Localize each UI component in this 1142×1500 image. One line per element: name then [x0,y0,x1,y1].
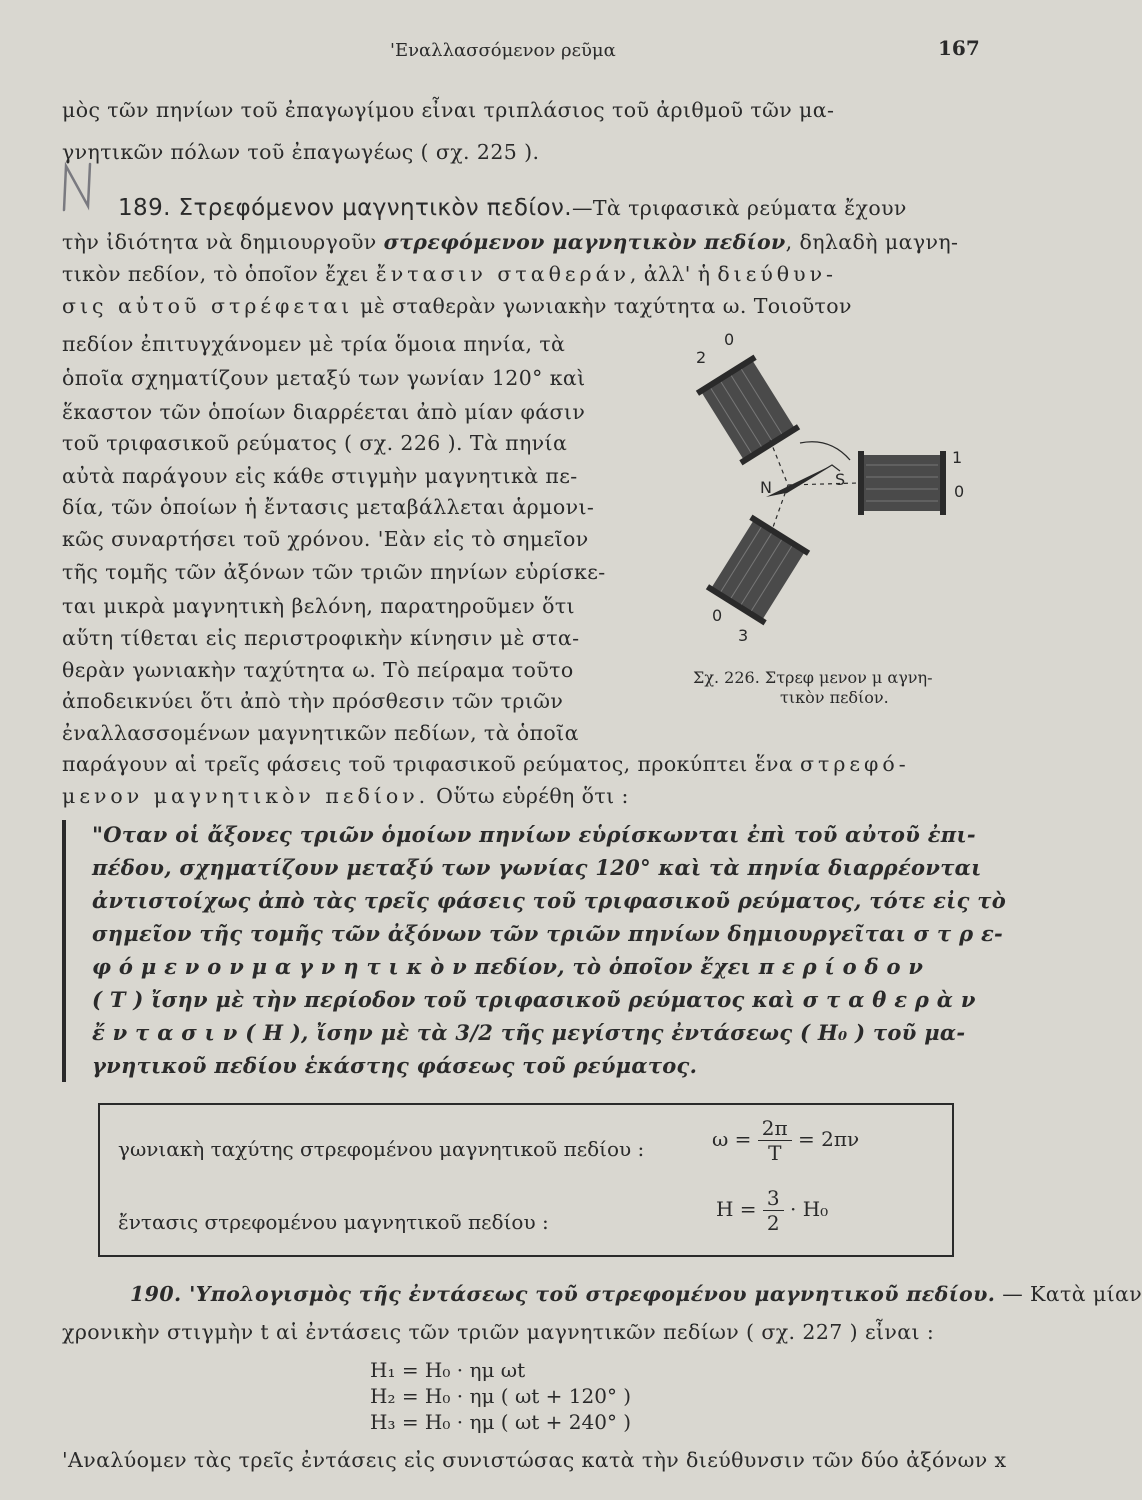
law-margin-rule [62,820,66,1082]
figure-caption-line-2: τικὸν πεδίον. [780,688,889,707]
law-line: φ ό μ ε ν ο ν μ α γ ν η τ ι κ ὸ ν πεδίον, τὸ ὁποῖον ἔχει π ε ρ ί ο δ ο ν [92,954,924,979]
figure-label-right-0: 0 [954,482,965,501]
wrap-line: ὁποῖα σχηματίζουν μεταξύ των γωνίαν 120° καὶ [62,366,586,390]
wrap-line: ται μικρὰ μαγνητικὴ βελόνη, παρατηροῦμεν ὅτι [62,594,575,618]
page-number: 167 [938,36,980,60]
figure-label-right-1: 1 [952,448,963,467]
law-line: γνητικοῦ πεδίου ἑκάστης φάσεως τοῦ ρεύματος. [92,1053,698,1078]
section-189-line: σις αὐτοῦ στρέφεται μὲ σταθερὰν γωνιακὴν ταχύτητα ω. Τοιοῦτον [62,294,852,318]
equation-h3: H₃ = H₀ · ημ ( ωt + 240° ) [370,1410,632,1434]
fraction: $\frac{2\pi}{T}$ [758,1116,792,1165]
section-189-first-line: 189. Στρεφόμενον μαγνητικὸν πεδίον.—Τὰ τριφασικὰ ρεύματα ἔχουν [118,195,907,221]
figure-label-needle-n: N [760,478,772,497]
section-190-last-line: 'Αναλύομεν τὰς τρεῖς ἐντάσεις εἰς συνιστώσας κατὰ τὴν διεύθυνσιν τῶν δύο ἀξόνων x [62,1448,1007,1472]
intro-line-1: μὸς τῶν πηνίων τοῦ ἐπαγωγίμου εἶναι τριπλάσιος τοῦ ἀριθμοῦ τῶν μα- [62,98,835,122]
section-190-first-line: 190. 'Υπολογισμὸς τῆς ἐντάσεως τοῦ στρεφομένου μαγνητικοῦ πεδίου. — Κατὰ μίαν [130,1282,1142,1306]
running-header: 'Εναλλασσόμενον ρεῦμα [390,40,616,61]
section-189-heading: 189. Στρεφόμενον μαγνητικὸν πεδίον. [118,195,572,221]
wrap-line: ἕκαστον τῶν ὁποίων διαρρέεται ἀπὸ μίαν φάσιν [62,400,586,424]
wrap-line: δία, τῶν ὁποίων ἡ ἔντασις μεταβάλλεται ἁρμονι- [62,495,595,519]
formula-row-1-label: γωνιακὴ ταχύτης στρεφομένου μαγνητικοῦ πεδίου : [118,1137,645,1161]
law-line: πέδου, σχηματίζουν μεταξύ των γωνίας 120° καὶ τὰ πηνία διαρρέονται [92,855,982,880]
section-189-line: τικὸν πεδίον, τὸ ὁποῖον ἔχει ἔντασιν σταθεράν, ἀλλ' ἡ διεύθυν- [62,262,837,286]
figure-caption-line-1: Σχ. 226. Στρεφ μενον μ αγνη- [693,668,933,687]
formula-row-1: ω = $\frac{2\pi}{T}$ = 2πν [712,1116,860,1165]
wrap-line: ἀποδεικνύει ὅτι ἀπὸ τὴν πρόσθεσιν τῶν τριῶν [62,689,564,713]
figure-label-top-2: 2 [696,348,707,367]
fraction: $\frac{3}{2}$ [763,1186,784,1235]
figure-label-top-0: 0 [724,330,735,349]
section-190-line-2: χρονικὴν στιγμὴν t αἱ ἐντάσεις τῶν τριῶν μαγνητικῶν πεδίων ( σχ. 227 ) εἶναι : [62,1320,935,1344]
section-190-heading: 190. 'Υπολογισμὸς τῆς ἐντάσεως τοῦ στρεφομένου μαγνητικοῦ πεδίου. [130,1282,996,1306]
coil-right [858,451,946,515]
magnetic-needle [766,465,832,497]
formula-row-2: H = $\frac{3}{2}$ · H₀ [716,1186,829,1235]
wrap-line: αὐτὰ παράγουν εἰς κάθε στιγμὴν μαγνητικὰ πε- [62,464,578,488]
figure-label-bottom-0: 0 [712,606,723,625]
coil-top-left [696,355,800,466]
equation-h1: H₁ = H₀ · ημ ωt [370,1358,526,1382]
wrap-line: τοῦ τριφασικοῦ ρεύματος ( σχ. 226 ). Τὰ πηνία [62,431,568,455]
law-line: σημεῖον τῆς τομῆς τῶν ἀξόνων τῶν τριῶν πηνίων δημιουργεῖται σ τ ρ ε- [92,921,1004,946]
figure-label-needle-s: S [835,470,846,489]
section-189-tail-2: μενον μαγνητικὸν πεδίον. Οὕτω εὑρέθη ὅτι : [62,784,629,808]
figure-label-bottom-3: 3 [738,626,749,645]
formula-row-2-label: ἔντασις στρεφομένου μαγνητικοῦ πεδίου : [118,1210,549,1234]
law-line: ἔ ν τ α σ ι ν ( H ), ἴσην μὲ τὰ 3/2 τῆς μεγίστης ἐντάσεως ( H₀ ) τοῦ μα- [92,1020,966,1045]
margin-pencil-mark [60,160,96,214]
wrap-line: πεδίον ἐπιτυγχάνομεν μὲ τρία ὅμοια πηνία, τὰ [62,332,566,356]
law-line: ( T ) ἴσην μὲ τὴν περίοδον τοῦ τριφασικοῦ ρεύματος καὶ σ τ α θ ε ρ ὰ ν [92,987,976,1012]
wrap-line: θερὰν γωνιακὴν ταχύτητα ω. Τὸ πείραμα τοῦτο [62,658,574,682]
law-line: ἀντιστοίχως ἀπὸ τὰς τρεῖς φάσεις τοῦ τριφασικοῦ ρεύματος, τότε εἰς τὸ [92,888,1007,913]
wrap-line: ἐναλλασσομένων μαγνητικῶν πεδίων, τὰ ὁποῖα [62,721,579,745]
equation-h2: H₂ = H₀ · ημ ( ωt + 120° ) [370,1384,632,1408]
section-189-tail-1: παράγουν αἱ τρεῖς φάσεις τοῦ τριφασικοῦ ρεύματος, προκύπτει ἕνα στρεφό- [62,752,910,776]
wrap-line: τῆς τομῆς τῶν ἀξόνων τῶν τριῶν πηνίων εὑρίσκε- [62,560,606,584]
law-line: "Οταν οἱ ἄξονες τριῶν ὁμοίων πηνίων εὑρίσκωνται ἐπὶ τοῦ αὐτοῦ ἐπι- [92,822,976,847]
figure-226-rotating-field [690,325,980,655]
intro-line-2: γνητικῶν πόλων τοῦ ἐπαγωγέως ( σχ. 225 ). [62,140,540,164]
wrap-line: κῶς συναρτήσει τοῦ χρόνου. 'Εὰν εἰς τὸ σημεῖον [62,527,589,551]
wrap-line: αὕτη τίθεται εἰς περιστροφικὴν κίνησιν μὲ στα- [62,626,580,650]
section-189-line: τὴν ἰδιότητα νὰ δημιουργοῦν στρεφόμενον μαγνητικὸν πεδίον, δηλαδὴ μαγνη- [62,230,959,254]
